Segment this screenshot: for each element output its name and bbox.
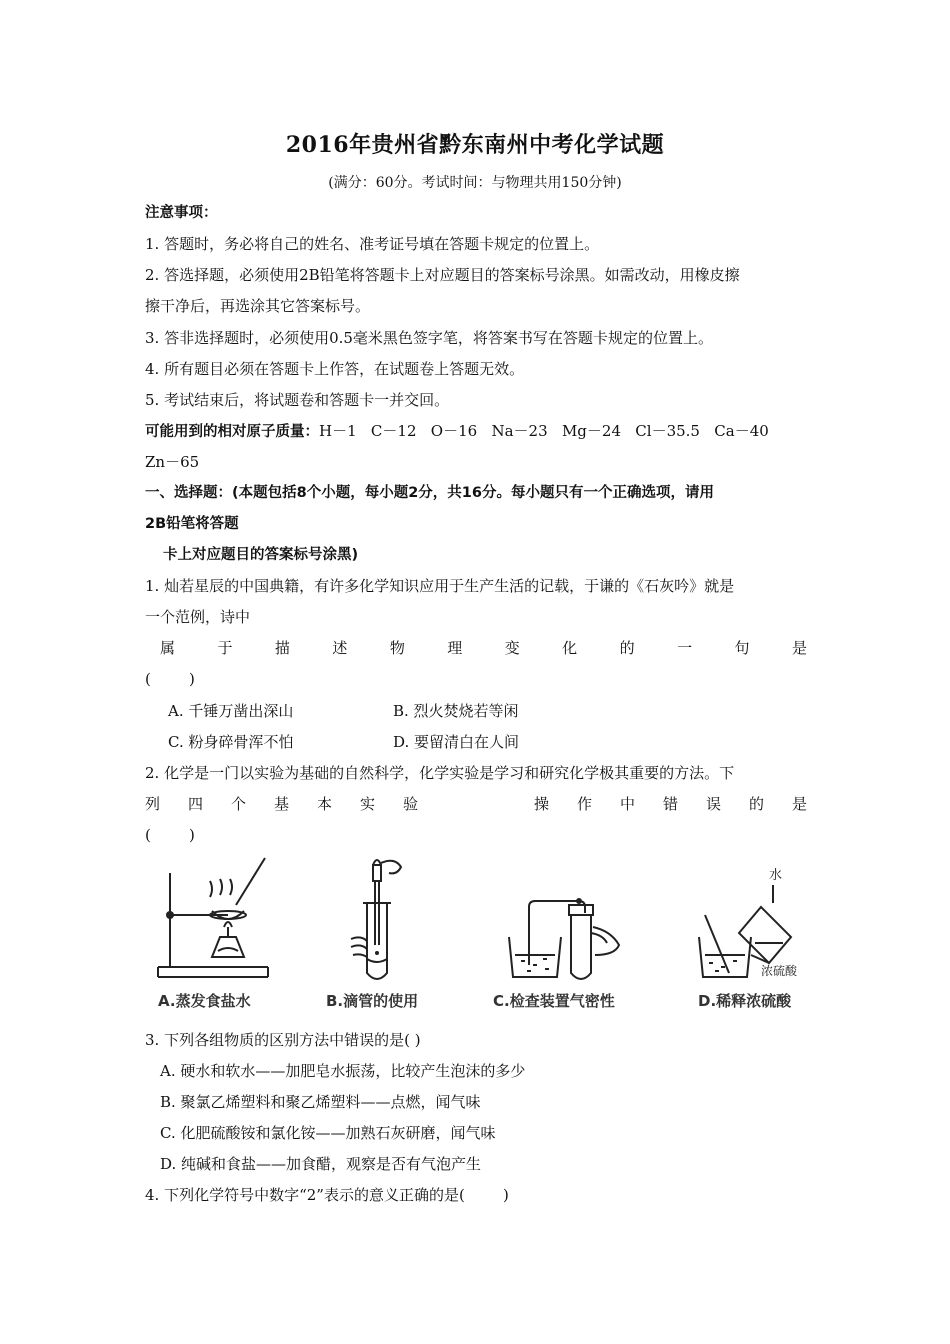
q3-option-d: D. 纯碱和食盐——加食醋，观察是否有气泡产生 [160, 1155, 482, 1173]
word: 是 [791, 795, 807, 813]
figure-caption-b: B.滴管的使用 [326, 992, 419, 1010]
notice-heading: 注意事项： [145, 205, 218, 221]
word: 描 [274, 639, 290, 657]
atomic-masses-cont: Zn－65 [145, 453, 200, 471]
word: 列 [145, 795, 161, 813]
figure-caption-a: A.蒸发食盐水 [158, 992, 251, 1010]
q2-justified-line [145, 794, 807, 814]
section-heading-cont: 卡上对应题目的答案标号涂黑) [163, 547, 359, 563]
q3-stem: 3. 下列各组物质的区别方法中错误的是( ) [145, 1031, 421, 1049]
figure-caption-d: D.稀释浓硫酸 [698, 992, 792, 1010]
notice-item: 1. 答题时，务必将自己的姓名、准考证号填在答题卡规定的位置上。 [145, 235, 600, 253]
word: 理 [447, 639, 463, 657]
word: 属 [160, 639, 176, 657]
notice-item: 擦干净后，再选涂其它答案标号。 [145, 297, 371, 315]
word: 于 [217, 639, 233, 657]
word: 错 [662, 795, 678, 813]
page-title: 2016年贵州省黔东南州中考化学试题 [285, 132, 665, 158]
q4-stem: 4. 下列化学符号中数字“2”表示的意义正确的是( ) [145, 1186, 509, 1204]
word: 中 [619, 795, 635, 813]
word: 误 [705, 795, 721, 813]
word: 实 [360, 795, 376, 813]
notice-item: 5. 考试结束后，将试题卷和答题卡一并交回。 [145, 391, 450, 409]
q3-option-c: C. 化肥硫酸铵和氯化铵——加熟石灰研磨，闻气味 [160, 1124, 496, 1142]
q1-stem-cont: 一个范例，诗中 [145, 608, 251, 626]
answer-bracket: ( ) [145, 670, 195, 688]
q1-option-d: D. 要留清白在人间 [393, 733, 520, 751]
dilute-acid-icon [695, 855, 810, 985]
section-heading: 一、选择题：(本题包括8个小题，每小题2分，共16分。每小题只有一个正确选项，请用 [145, 485, 714, 501]
word: 操 [533, 795, 549, 813]
atomic-masses [145, 421, 807, 442]
q1-option-b: B. 烈火焚烧若等闲 [393, 702, 519, 720]
dropper-test-tube-icon [345, 855, 425, 985]
word: 作 [576, 795, 592, 813]
atomic-masses-values: H－1 C－12 O－16 Na－23 Mg－24 Cl－35.5 Ca－40 [319, 422, 769, 440]
water-label: 水 [769, 868, 783, 883]
word: 个 [231, 795, 247, 813]
q3-option-a: A. 硬水和软水——加肥皂水振荡，比较产生泡沫的多少 [160, 1062, 526, 1080]
word: 物 [389, 639, 405, 657]
word: 验 [403, 795, 419, 813]
word: 四 [188, 795, 204, 813]
section-heading-cont: 2B铅笔将答题 [145, 516, 239, 532]
exam-info: (满分：60分。考试时间：与物理共用150分钟) [328, 175, 622, 191]
atomic-masses-label: 可能用到的相对原子质量： [145, 424, 319, 440]
q1-justified-line [160, 638, 807, 658]
notice-item: 4. 所有题目必须在答题卡上作答，在试题卷上答题无效。 [145, 360, 525, 378]
word [446, 794, 506, 814]
q1-option-c: C. 粉身碎骨浑不怕 [168, 733, 294, 751]
word: 本 [317, 795, 333, 813]
q3-option-b: B. 聚氯乙烯塑料和聚乙烯塑料——点燃，闻气味 [160, 1093, 481, 1111]
word: 句 [734, 639, 750, 657]
acid-label: 浓硫酸 [761, 964, 798, 978]
airtightness-check-icon [505, 855, 630, 985]
evaporation-apparatus-icon [150, 855, 280, 985]
answer-bracket: ( ) [145, 826, 195, 844]
word: 的 [748, 795, 764, 813]
notice-item: 3. 答非选择题时，必须使用0.5毫米黑色签字笔，将答案书写在答题卡规定的位置上。 [145, 329, 713, 347]
q1-stem: 1. 灿若星辰的中国典籍，有许多化学知识应用于生产生活的记载，于谦的《石灰吟》就是 [145, 577, 735, 595]
figure-caption-c: C.检查装置气密性 [493, 992, 615, 1010]
word: 变 [504, 639, 520, 657]
q1-option-a: A. 千锤万凿出深山 [168, 702, 294, 720]
word: 的 [619, 639, 635, 657]
word: 一 [677, 639, 693, 657]
word: 是 [791, 639, 807, 657]
q2-stem: 2. 化学是一门以实验为基础的自然科学，化学实验是学习和研究化学极其重要的方法。下 [145, 764, 735, 782]
word: 述 [332, 639, 348, 657]
notice-item: 2. 答选择题，必须使用2B铅笔将答题卡上对应题目的答案标号涂黑。如需改动，用橡皮擦 [145, 266, 740, 284]
word: 化 [562, 639, 578, 657]
word: 基 [274, 795, 290, 813]
